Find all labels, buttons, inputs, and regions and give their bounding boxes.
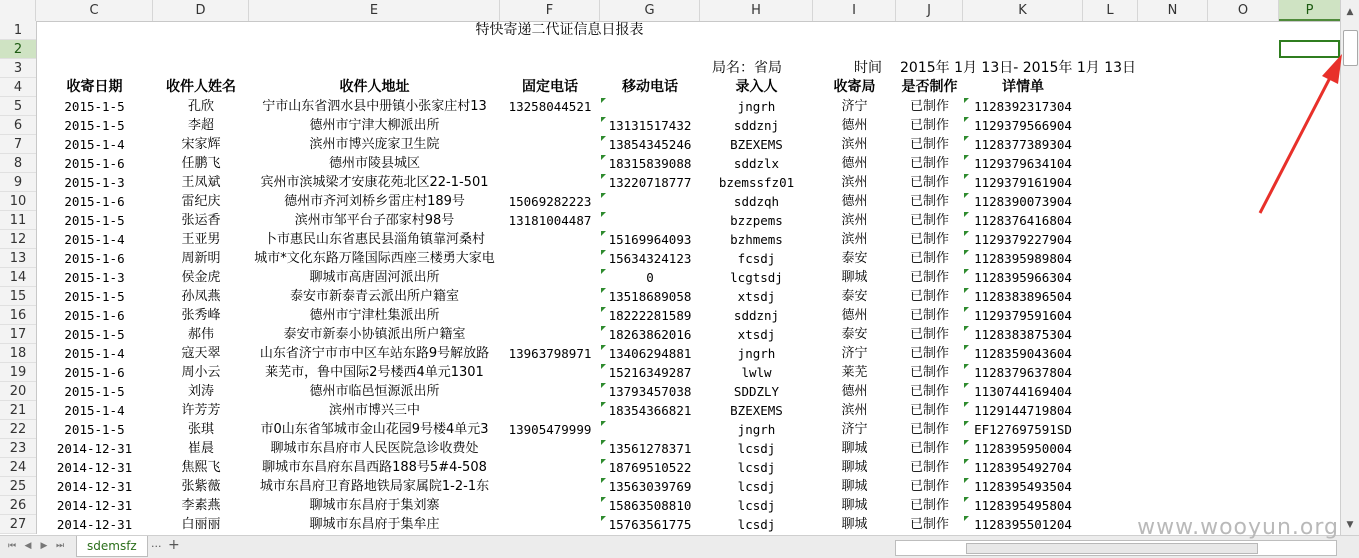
row-header-19[interactable]: 19: [0, 363, 36, 382]
cell-detail[interactable]: 1128377389304: [963, 135, 1083, 154]
more-sheets-icon[interactable]: ···: [151, 540, 162, 553]
cell-fixed-phone[interactable]: 13181004487: [508, 213, 592, 228]
cell-entry[interactable]: BZEXEMS: [730, 137, 783, 152]
cell-mobile[interactable]: 18263862016: [600, 325, 700, 344]
cell-date[interactable]: 2015-1-4: [64, 232, 125, 247]
header-office: 收寄局: [833, 79, 876, 95]
cell-entry[interactable]: jngrh: [737, 99, 776, 114]
column-header-i[interactable]: I: [813, 0, 896, 21]
cell-mobile[interactable]: 13131517432: [600, 116, 700, 135]
header-detail: 详情单: [1002, 79, 1044, 95]
cell-fixed-phone[interactable]: 15069282223: [508, 194, 592, 209]
header-entry: 录入人: [735, 79, 778, 95]
cell-date[interactable]: 2015-1-3: [64, 175, 125, 190]
add-sheet-button[interactable]: +: [168, 537, 180, 553]
cell-name[interactable]: 崔晨: [187, 441, 214, 456]
cell-detail[interactable]: 1128392317304: [963, 97, 1083, 116]
cell-office[interactable]: 德州: [841, 156, 868, 171]
cell-date[interactable]: 2014-12-31: [56, 441, 133, 456]
cell-entry[interactable]: sddzqh: [733, 194, 780, 209]
bureau-label: 局名：省局: [712, 60, 782, 76]
cell-mobile[interactable]: 13854345246: [600, 135, 700, 154]
cell-name[interactable]: 张紫薇: [181, 479, 221, 494]
column-header-j[interactable]: J: [896, 0, 963, 21]
cell-address[interactable]: 聊城市东昌府于集刘寨: [309, 498, 440, 513]
cell-entry[interactable]: lcsdj: [737, 517, 776, 532]
cell-office[interactable]: 聊城: [841, 498, 868, 513]
row-header-15[interactable]: 15: [0, 287, 36, 306]
cell-entry[interactable]: SDDZLY: [733, 384, 780, 399]
cell-name[interactable]: 张运香: [181, 213, 221, 228]
cell-name[interactable]: 焦熙飞: [181, 460, 221, 475]
cell-name[interactable]: 周新明: [181, 251, 221, 266]
cell-mobile[interactable]: 13518689058: [600, 287, 700, 306]
cell-name[interactable]: 王凤斌: [181, 175, 221, 190]
cell-mobile[interactable]: 13563039769: [600, 477, 700, 496]
cell-entry[interactable]: bzemssfz01: [718, 175, 795, 190]
cell-fixed-phone[interactable]: 13258044521: [508, 99, 592, 114]
cell-name[interactable]: 张秀峰: [181, 308, 221, 323]
row-header-8[interactable]: 8: [0, 154, 36, 173]
cell-address[interactable]: 德州市宁津杜集派出所: [309, 308, 440, 323]
cell-office[interactable]: 济宁: [841, 99, 868, 114]
column-header-f[interactable]: F: [500, 0, 600, 21]
column-header-g[interactable]: G: [600, 0, 700, 21]
cell-name[interactable]: 孙凤燕: [181, 289, 221, 304]
cell-name[interactable]: 许芳芳: [181, 403, 221, 418]
cell-office[interactable]: 泰安: [841, 327, 868, 342]
cell-date[interactable]: 2015-1-6: [64, 194, 125, 209]
cell-made[interactable]: 已制作: [909, 460, 949, 475]
cell-entry[interactable]: BZEXEMS: [730, 403, 783, 418]
cell-mobile[interactable]: 15863508810: [600, 496, 700, 515]
cell-address[interactable]: 聊城市东昌府市人民医院急诊收费处: [270, 441, 479, 456]
cell-made[interactable]: 已制作: [909, 175, 949, 190]
cell-date[interactable]: 2015-1-6: [64, 251, 125, 266]
cell-address[interactable]: 滨州市博兴庞家卫生院: [309, 137, 440, 152]
column-header-k[interactable]: K: [963, 0, 1083, 21]
cell-entry[interactable]: lwlw: [741, 365, 772, 380]
cell-date[interactable]: 2015-1-4: [64, 403, 125, 418]
cell-made[interactable]: 已制作: [909, 441, 949, 456]
cell-detail[interactable]: 1128376416804: [963, 211, 1083, 230]
cell-address[interactable]: 德州市临邑恒源派出所: [309, 384, 440, 399]
column-header-e[interactable]: E: [249, 0, 500, 21]
cell-address[interactable]: 滨州市邹平台子邵家村98号: [294, 213, 455, 228]
cell-address[interactable]: 聊城市高唐固河派出所: [309, 270, 440, 285]
cell-name[interactable]: 李超: [187, 118, 214, 133]
cell-name[interactable]: 侯金虎: [181, 270, 221, 285]
cell-mobile[interactable]: 15763561775: [600, 515, 700, 534]
cell-detail[interactable]: 1128359043604: [963, 344, 1083, 363]
cell-office[interactable]: 聊城: [841, 479, 868, 494]
row-header-16[interactable]: 16: [0, 306, 36, 325]
cell-made[interactable]: 已制作: [909, 308, 949, 323]
cell-entry[interactable]: lcsdj: [737, 460, 776, 475]
cell-entry[interactable]: sddzlx: [733, 156, 780, 171]
row-header-24[interactable]: 24: [0, 458, 36, 477]
cell-address[interactable]: 泰安市新泰小协镇派出所户籍室: [283, 327, 466, 342]
header-date: 收寄日期: [66, 79, 123, 95]
cell-date[interactable]: 2015-1-5: [64, 99, 125, 114]
cell-made[interactable]: 已制作: [909, 479, 949, 494]
cell-detail[interactable]: 1128379637804: [963, 363, 1083, 382]
cell-name[interactable]: 任鹏飞: [181, 156, 221, 171]
cell-made[interactable]: 已制作: [909, 137, 949, 152]
cell-detail[interactable]: 1128390073904: [963, 192, 1083, 211]
cell-date[interactable]: 2015-1-5: [64, 384, 125, 399]
cell-address[interactable]: 泰安市新泰青云派出所户籍室: [289, 289, 459, 304]
row-header-2[interactable]: 2: [0, 40, 36, 59]
cell-office[interactable]: 聊城: [841, 441, 868, 456]
cell-entry[interactable]: fcsdj: [737, 251, 776, 266]
cell-office[interactable]: 德州: [841, 194, 868, 209]
cell-detail[interactable]: 1128395950004: [963, 439, 1083, 458]
row-header-18[interactable]: 18: [0, 344, 36, 363]
cell-mobile[interactable]: 18769510522: [600, 458, 700, 477]
cell-office[interactable]: 聊城: [841, 517, 868, 532]
column-header-n[interactable]: N: [1138, 0, 1208, 21]
column-header-c[interactable]: C: [36, 0, 153, 21]
cell-mobile[interactable]: 13220718777: [600, 173, 700, 192]
cell-office[interactable]: 滨州: [841, 175, 868, 190]
cell-address[interactable]: 德州市陵县城区: [328, 156, 420, 171]
cell-detail[interactable]: 1129379161904: [963, 173, 1083, 192]
cell-entry[interactable]: lcsdj: [737, 441, 776, 456]
cell-address[interactable]: 德州市宁津大柳派出所: [309, 118, 440, 133]
cell-office[interactable]: 泰安: [841, 251, 868, 266]
cell-mobile[interactable]: 13793457038: [600, 382, 700, 401]
cell-detail[interactable]: 1130744169404: [963, 382, 1083, 401]
cell-office[interactable]: 德州: [841, 384, 868, 399]
cell-mobile[interactable]: 13406294881: [600, 344, 700, 363]
cell-name[interactable]: 李素燕: [181, 498, 221, 513]
cell-entry[interactable]: bzhmems: [730, 232, 783, 247]
cell-date[interactable]: 2015-1-5: [64, 422, 125, 437]
row-header-10[interactable]: 10: [0, 192, 36, 211]
row-header-1[interactable]: 1: [0, 21, 36, 40]
cell-made[interactable]: 已制作: [909, 213, 949, 228]
row-header-11[interactable]: 11: [0, 211, 36, 230]
cell-mobile[interactable]: 18315839088: [600, 154, 700, 173]
cell-date[interactable]: 2015-1-4: [64, 137, 125, 152]
cell-detail[interactable]: 1129379634104: [963, 154, 1083, 173]
cell-detail[interactable]: 1129379591604: [963, 306, 1083, 325]
row-header-14[interactable]: 14: [0, 268, 36, 287]
cell-mobile[interactable]: 13561278371: [600, 439, 700, 458]
cell-name[interactable]: 周小云: [181, 365, 221, 380]
cell-entry[interactable]: bzzpems: [730, 213, 783, 228]
cell-detail[interactable]: 1128395493504: [963, 477, 1083, 496]
column-header-h[interactable]: H: [700, 0, 813, 21]
header-fixed-phone: 固定电话: [522, 79, 578, 95]
cell-detail[interactable]: 1128383896504: [963, 287, 1083, 306]
cell-made[interactable]: 已制作: [909, 194, 949, 209]
cell-name[interactable]: 寇天翠: [181, 346, 221, 361]
cell-office[interactable]: 泰安: [841, 289, 868, 304]
cell-made[interactable]: 已制作: [909, 365, 949, 380]
last-sheet-icon[interactable]: ⏭: [55, 541, 65, 551]
cell-fixed-phone[interactable]: 13905479999: [508, 422, 592, 437]
cell-date[interactable]: 2015-1-6: [64, 156, 125, 171]
cell-entry[interactable]: jngrh: [737, 422, 776, 437]
cell-detail[interactable]: 1129379566904: [963, 116, 1083, 135]
column-header-l[interactable]: L: [1083, 0, 1138, 21]
cell-made[interactable]: 已制作: [909, 384, 949, 399]
row-header-17[interactable]: 17: [0, 325, 36, 344]
cell-mobile[interactable]: 15634324123: [600, 249, 700, 268]
cell-office[interactable]: 聊城: [841, 270, 868, 285]
cell-date[interactable]: 2014-12-31: [56, 517, 133, 532]
next-sheet-icon[interactable]: ▶: [40, 541, 48, 551]
row-header-12[interactable]: 12: [0, 230, 36, 249]
header-mobile: 移动电话: [622, 79, 678, 95]
cell-address[interactable]: 卜市惠民山东省惠民县淄角镇靠河桑村: [263, 232, 485, 247]
cell-detail[interactable]: EF127697591SD: [963, 420, 1083, 439]
cell-office[interactable]: 济宁: [841, 346, 868, 361]
cell-date[interactable]: 2014-12-31: [56, 460, 133, 475]
cell-detail[interactable]: 1128395966304: [963, 268, 1083, 287]
cell-address[interactable]: 滨州市博兴三中: [328, 403, 420, 418]
cell-mobile[interactable]: 18354366821: [600, 401, 700, 420]
prev-sheet-icon[interactable]: ◀: [24, 541, 32, 551]
cell-date[interactable]: 2015-1-4: [64, 346, 125, 361]
cell-made[interactable]: 已制作: [909, 99, 949, 114]
cell-made[interactable]: 已制作: [909, 517, 949, 532]
row-header-21[interactable]: 21: [0, 401, 36, 420]
row-header-23[interactable]: 23: [0, 439, 36, 458]
cell-detail[interactable]: 1128395989804: [963, 249, 1083, 268]
cell-detail[interactable]: 1128395495804: [963, 496, 1083, 515]
row-header-9[interactable]: 9: [0, 173, 36, 192]
cell-made[interactable]: 已制作: [909, 232, 949, 247]
watermark: www.wooyun.org: [1137, 515, 1339, 540]
cell-entry[interactable]: sddznj: [733, 118, 780, 133]
header-name: 收件人姓名: [166, 79, 236, 95]
time-label: 时间: [854, 60, 882, 76]
cell-entry[interactable]: lcsdj: [737, 498, 776, 513]
scroll-down-icon[interactable]: ▼: [1346, 520, 1354, 530]
cell-name[interactable]: 宋家辉: [181, 137, 221, 152]
cell-name[interactable]: 白丽丽: [181, 517, 221, 532]
cell-address[interactable]: 市0山东省邹城市金山花园9号楼4单元3: [260, 422, 489, 437]
first-sheet-icon[interactable]: ⏮: [7, 541, 17, 551]
cell-office[interactable]: 德州: [841, 308, 868, 323]
cell-detail[interactable]: 1128383875304: [963, 325, 1083, 344]
cell-address[interactable]: 宾州市滨城梁才安康花苑北区22-1-501: [260, 175, 489, 190]
cell-address[interactable]: 聊城市东昌府东昌西路188号5#4-508: [262, 460, 487, 475]
cell-made[interactable]: 已制作: [909, 270, 949, 285]
sheet-tab-sdemsfz[interactable]: sdemsfz: [76, 536, 148, 557]
header-made: 是否制作: [901, 79, 958, 95]
cell-made[interactable]: 已制作: [909, 346, 949, 361]
cell-date[interactable]: 2015-1-6: [64, 365, 125, 380]
cell-name[interactable]: 孔欣: [187, 99, 214, 114]
cell-entry[interactable]: jngrh: [737, 346, 776, 361]
row-header-5[interactable]: 5: [0, 97, 36, 116]
cell-fixed-phone[interactable]: 13963798971: [508, 346, 592, 361]
cell-made[interactable]: 已制作: [909, 289, 949, 304]
row-header-3[interactable]: 3: [0, 59, 36, 78]
cell-date[interactable]: 2014-12-31: [56, 498, 133, 513]
column-header-o[interactable]: O: [1208, 0, 1279, 21]
cell-office[interactable]: 德州: [841, 118, 868, 133]
cell-made[interactable]: 已制作: [909, 498, 949, 513]
cell-office[interactable]: 滨州: [841, 232, 868, 247]
cell-entry[interactable]: xtsdj: [737, 327, 776, 342]
cell-address[interactable]: 城市东昌府卫育路地铁局家属院1-2-1东: [259, 479, 490, 494]
cell-office[interactable]: 济宁: [841, 422, 868, 437]
cell-made[interactable]: 已制作: [909, 118, 949, 133]
cell-address[interactable]: 山东省济宁市市中区车站东路9号解放路: [259, 346, 490, 361]
cell-made[interactable]: 已制作: [909, 403, 949, 418]
row-header-13[interactable]: 13: [0, 249, 36, 268]
row-header-6[interactable]: 6: [0, 116, 36, 135]
cell-office[interactable]: 聊城: [841, 460, 868, 475]
cell-date[interactable]: 2014-12-31: [56, 479, 133, 494]
cell-entry[interactable]: lcsdj: [737, 479, 776, 494]
cell-office[interactable]: 滨州: [841, 137, 868, 152]
cell-office[interactable]: 滨州: [841, 403, 868, 418]
time-range: 2015年 1月 13日- 2015年 1月 13日: [900, 60, 1137, 76]
header-address: 收件人地址: [339, 79, 410, 95]
cell-office[interactable]: 滨州: [841, 213, 868, 228]
cell-detail[interactable]: 1128395492704: [963, 458, 1083, 477]
cell-name[interactable]: 刘涛: [187, 384, 214, 399]
cell-entry[interactable]: xtsdj: [737, 289, 776, 304]
cell-entry[interactable]: sddznj: [733, 308, 780, 323]
cell-address[interactable]: 城市*文化东路万隆国际西座三楼勇大家电: [254, 251, 495, 266]
cell-detail[interactable]: 1128395501204: [963, 515, 1083, 534]
cell-name[interactable]: 雷纪庆: [181, 194, 221, 209]
cell-name[interactable]: 郝伟: [187, 327, 214, 342]
cell-address[interactable]: 宁市山东省泗水县中册镇小张家庄村13: [262, 99, 487, 114]
row-header-7[interactable]: 7: [0, 135, 36, 154]
cell-made[interactable]: 已制作: [909, 156, 949, 171]
cell-name[interactable]: 王亚男: [181, 232, 221, 247]
cell-date[interactable]: 2015-1-5: [64, 289, 125, 304]
cell-mobile[interactable]: 0: [600, 268, 700, 287]
cell-date[interactable]: 2015-1-3: [64, 270, 125, 285]
row-header-22[interactable]: 22: [0, 420, 36, 439]
cell-address[interactable]: 莱芜市，鲁中国际2号楼西4单元1301: [265, 365, 484, 380]
cell-date[interactable]: 2015-1-5: [64, 118, 125, 133]
cell-mobile[interactable]: 15216349287: [600, 363, 700, 382]
cell-detail[interactable]: 1129144719804: [963, 401, 1083, 420]
cell-date[interactable]: 2015-1-5: [64, 213, 125, 228]
cell-made[interactable]: 已制作: [909, 422, 949, 437]
row-header-4[interactable]: 4: [0, 78, 36, 97]
cell-mobile[interactable]: 18222281589: [600, 306, 700, 325]
row-header-27[interactable]: 27: [0, 515, 36, 534]
cell-date[interactable]: 2015-1-6: [64, 308, 125, 323]
row-header-20[interactable]: 20: [0, 382, 36, 401]
cell-mobile[interactable]: 15169964093: [600, 230, 700, 249]
cell-entry[interactable]: lcgtsdj: [730, 270, 783, 285]
row-header-26[interactable]: 26: [0, 496, 36, 515]
cell-detail[interactable]: 1129379227904: [963, 230, 1083, 249]
cell-made[interactable]: 已制作: [909, 327, 949, 342]
scroll-up-icon[interactable]: ▲: [1346, 7, 1354, 17]
cell-address[interactable]: 德州市齐河刘桥乡雷庄村189号: [284, 194, 465, 209]
cell-date[interactable]: 2015-1-5: [64, 327, 125, 342]
cell-name[interactable]: 张琪: [187, 422, 214, 437]
cell-address[interactable]: 聊城市东昌府于集牟庄: [309, 517, 440, 532]
cell-made[interactable]: 已制作: [909, 251, 949, 266]
row-header-25[interactable]: 25: [0, 477, 36, 496]
column-header-d[interactable]: D: [153, 0, 249, 21]
cell-office[interactable]: 莱芜: [841, 365, 868, 380]
column-header-p[interactable]: P: [1279, 0, 1341, 21]
report-title: 特快寄递二代证信息日报表: [475, 22, 644, 38]
